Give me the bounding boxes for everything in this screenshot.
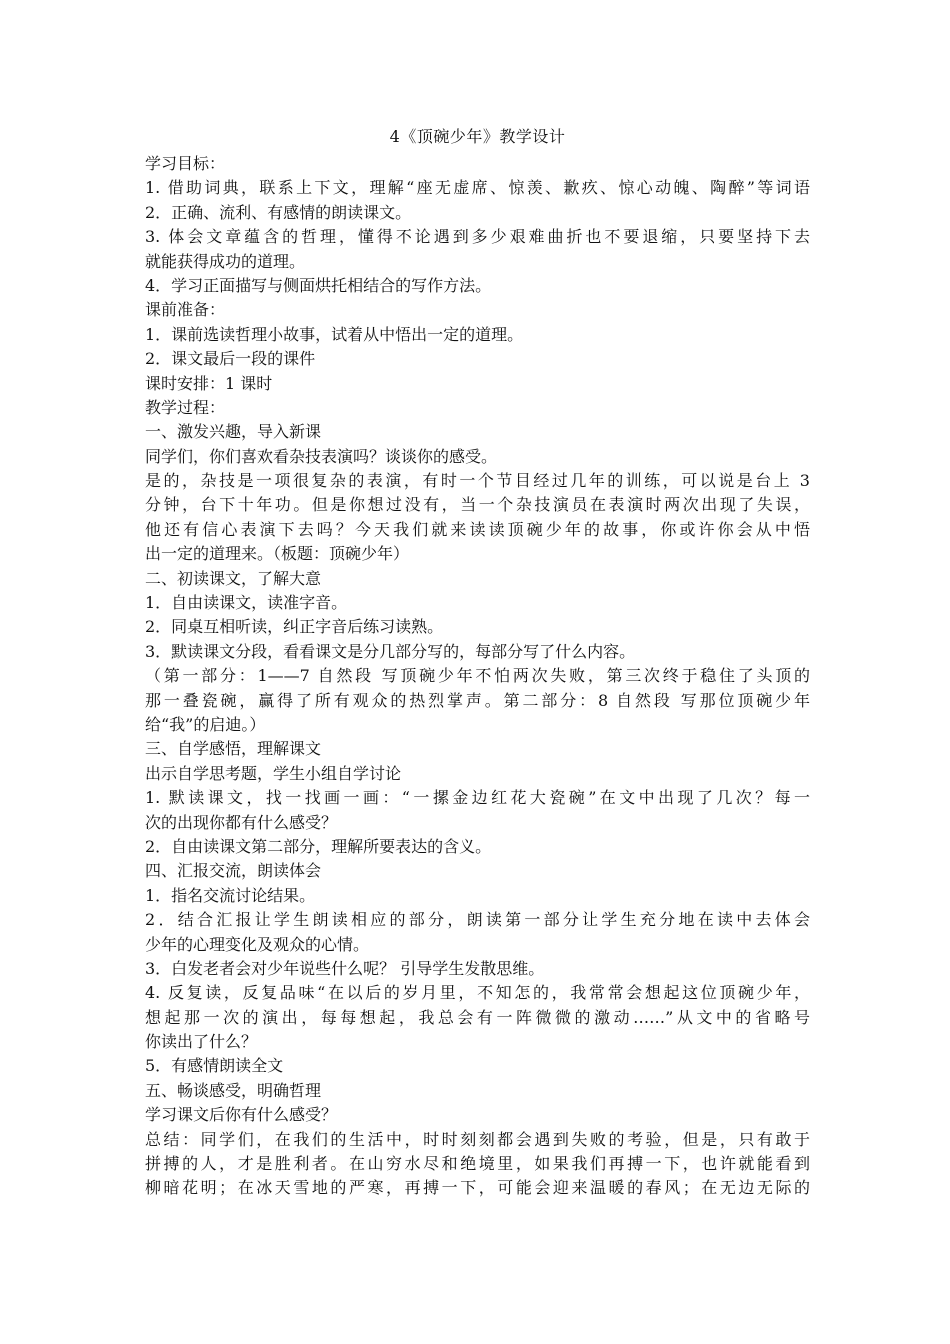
text-line: 四、汇报交流，朗读体会 [145, 861, 322, 881]
document-title: 4《顶碗少年》教学设计 [389, 127, 566, 146]
text-line: 想起那一次的演出，每每想起，我总会有一阵微微的激动……”从文中的省略号 [145, 1007, 810, 1027]
text-line: 拼搏的人，才是胜利者。在山穷水尽和绝境里，如果我们再搏一下，也许就能看到 [145, 1154, 810, 1174]
text-line: 分钟，台下十年功。但是你想过没有，当一个杂技演员在表演时两次出现了失误， [145, 495, 810, 515]
text-line: 3．默读课文分段，看看课文是分几部分写的，每部分写了什么内容。 [145, 641, 636, 661]
text-line: 3．白发老者会对少年说些什么呢？ 引导学生发散思维。 [145, 958, 545, 978]
text-line: 五、畅谈感受，明确哲理 [145, 1080, 322, 1100]
document-body [145, 152, 810, 1201]
text-line: 二、初读课文，了解大意 [145, 568, 322, 588]
text-line: 出示自学思考题，学生小组自学讨论 [145, 763, 402, 783]
text-line: 4. 反复读，反复品味“在以后的岁月里，不知怎的，我常常会想起这位顶碗少年， [145, 983, 810, 1003]
text-line: 学习课文后你有什么感受？ [145, 1105, 338, 1125]
text-line: 5．有感情朗读全文 [145, 1056, 284, 1076]
text-line: 1. 默读课文，找一找画一画：“一摞金边红花大瓷碗”在文中出现了几次？每一 [145, 788, 810, 808]
text-line: 他还有信心表演下去吗？今天我们就来读读顶碗少年的故事，你或许你会从中悟 [145, 519, 810, 539]
text-line: 总结：同学们，在我们的生活中，时时刻刻都会遇到失败的考验，但是，只有敢于 [145, 1129, 810, 1149]
text-line: 1．课前选读哲理小故事，试着从中悟出一定的道理。 [145, 324, 524, 344]
text-line: 教学过程： [145, 397, 226, 417]
text-line: 出一定的道理来。（板题：顶碗少年） [145, 544, 410, 564]
text-line: 课时安排：1 课时 [145, 373, 273, 393]
text-line: 次的出现你都有什么感受？ [145, 812, 338, 832]
text-line: 2．同桌互相听读，纠正字音后练习读熟。 [145, 617, 444, 637]
text-line: 1．自由读课文，读准字音。 [145, 593, 348, 613]
text-line: 是的，杂技是一项很复杂的表演，有时一个节目经过几年的训练，可以说是台上 3 [145, 471, 810, 491]
text-line: 少年的心理变化及观众的心情。 [145, 934, 370, 954]
text-line: 1．指名交流讨论结果。 [145, 885, 316, 905]
text-line: 2．课文最后一段的课件 [145, 349, 316, 369]
text-line: 3. 体会文章蕴含的哲理，懂得不论遇到多少艰难曲折也不要退缩，只要坚持下去 [145, 227, 810, 247]
text-line: 三、自学感悟，理解课文 [145, 739, 322, 759]
text-line: 2．结合汇报让学生朗读相应的部分，朗读第一部分让学生充分地在读中去体会 [145, 910, 810, 930]
text-line: 学习目标： [145, 154, 226, 173]
text-line: 1. 借助词典，联系上下文，理解“座无虚席、惊羡、歉疚、惊心动魄、陶醉”等词语 [145, 178, 810, 198]
text-line: 2．正确、流利、有感情的朗读课文。 [145, 202, 412, 222]
text-line: 就能获得成功的道理。 [145, 251, 306, 271]
text-line: （第一部分：1——7 自然段 写顶碗少年不怕两次失败，第三次终于稳住了头顶的 [145, 666, 810, 686]
text-line: 给“我”的启迪。） [145, 714, 266, 734]
text-line: 你读出了什么？ [145, 1032, 258, 1052]
document-page [145, 122, 810, 1201]
text-line: 2．自由读课文第二部分，理解所要表达的含义。 [145, 836, 492, 856]
text-line: 柳暗花明；在冰天雪地的严寒，再搏一下，可能会迎来温暖的春风；在无边无际的 [145, 1178, 810, 1198]
text-line: 4．学习正面描写与侧面烘托相结合的写作方法。 [145, 275, 492, 295]
text-line: 那一叠瓷碗，赢得了所有观众的热烈掌声。第二部分：8 自然段 写那位顶碗少年 [145, 690, 810, 710]
text-line: 课前准备： [145, 300, 226, 320]
text-line: 一、激发兴趣，导入新课 [145, 422, 322, 442]
text-line: 同学们，你们喜欢看杂技表演吗？谈谈你的感受。 [145, 446, 498, 466]
